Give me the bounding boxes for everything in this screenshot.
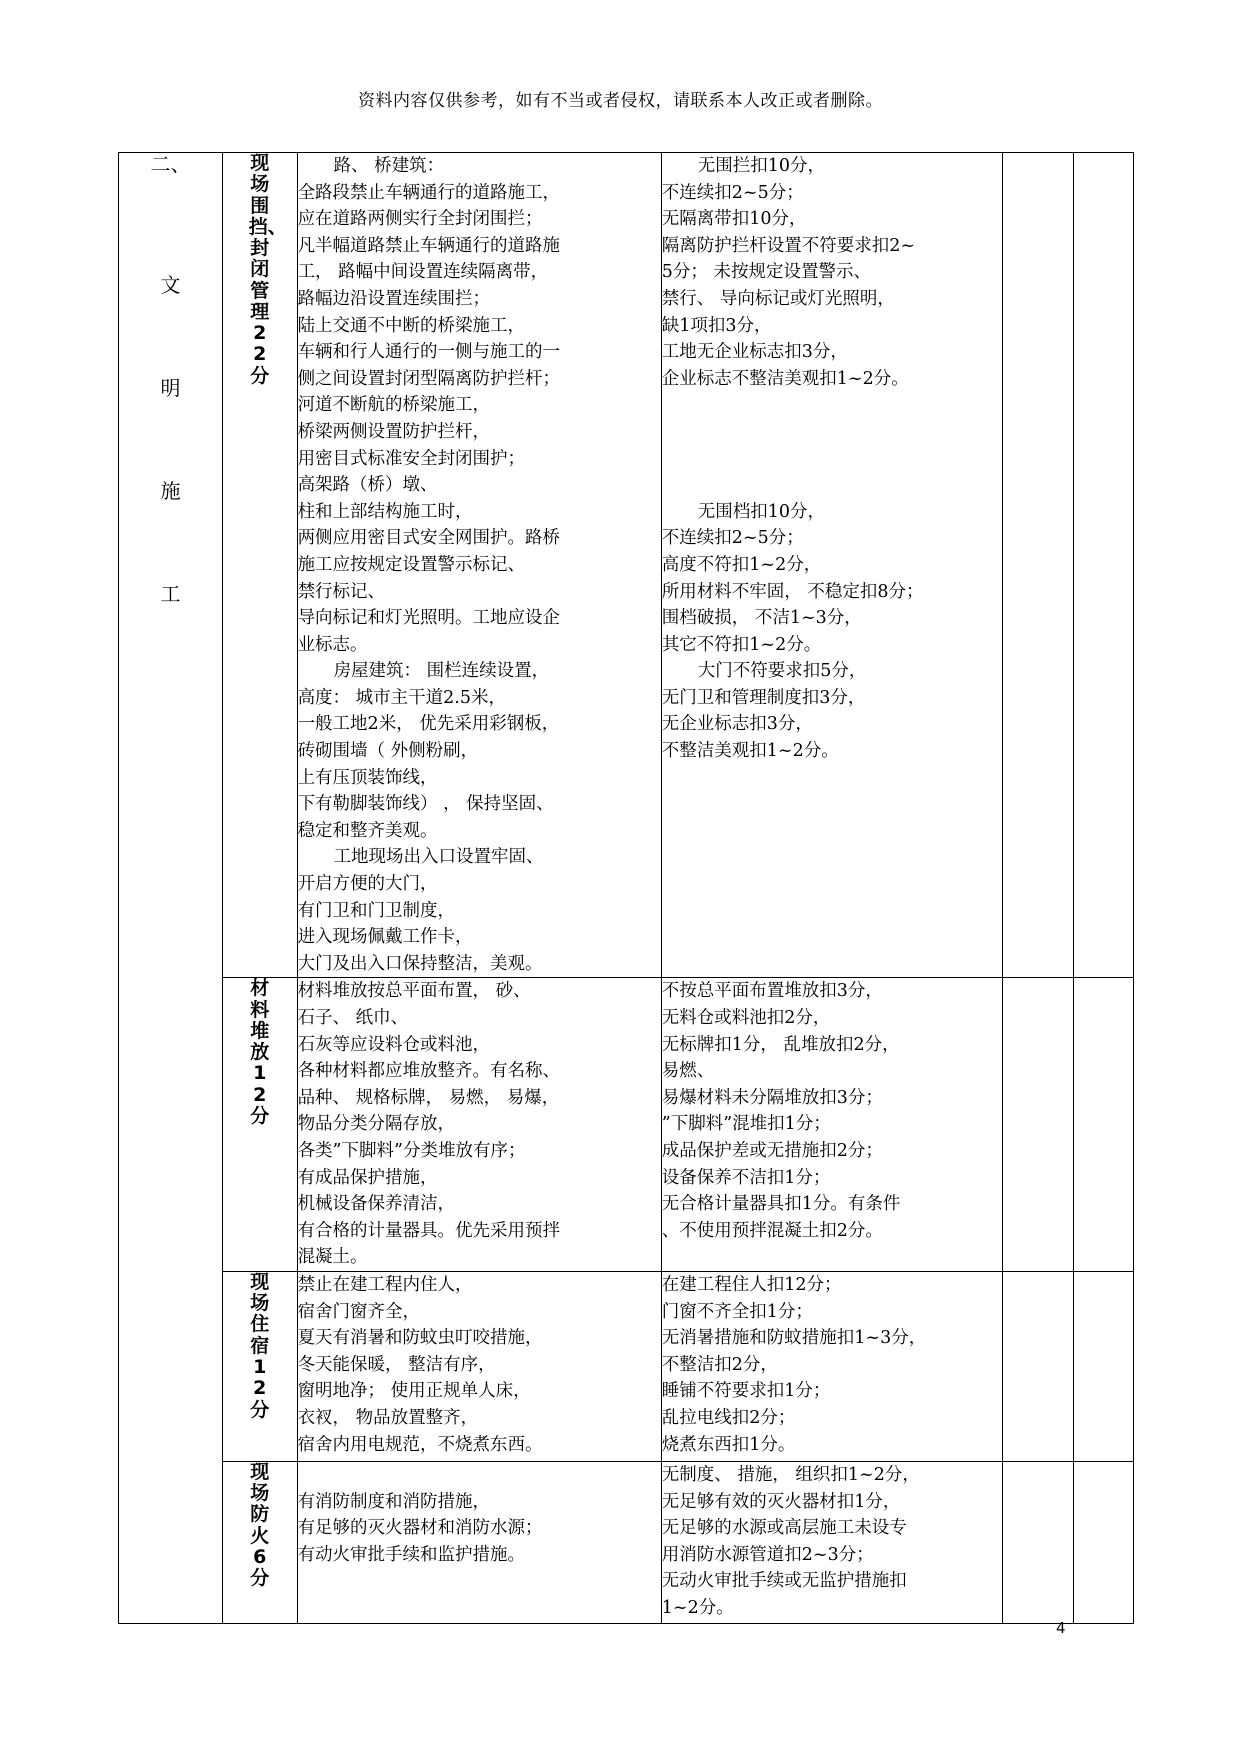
deduction-line: [662, 419, 1002, 446]
requirement-line: 各种材料都应堆放整齐。有名称、: [297, 1061, 561, 1082]
deduction-line: 无动火审批手续或无监护措施扣: [661, 1571, 907, 1592]
requirement-line: 砖砌围墙（ 外侧粉刷，: [297, 741, 479, 762]
requirement-line: 禁止在建工程内住人，: [297, 1274, 473, 1295]
requirement-line: 工地现场出入口设置牢固、: [333, 847, 544, 868]
deduction-line: [662, 392, 1002, 419]
requirement-line: 工， 路幅中间设置连续隔离带，: [297, 262, 549, 283]
table-row: [119, 1271, 1134, 1461]
deduction-line: 无隔离带扣10分，: [661, 209, 807, 230]
deduction-line: 无企业标志扣3分，: [661, 714, 813, 735]
page-number: 4: [1056, 1619, 1066, 1637]
deduction-line: 高度不符扣1~2分，: [661, 554, 822, 575]
deduction-line: 无围档扣10分，: [697, 501, 826, 522]
requirement-line: 禁行标记、: [297, 581, 386, 602]
requirement-line: 导向标记和灯光照明。工地应设企: [297, 608, 561, 629]
score-cell: [1002, 153, 1074, 978]
deduction-line: 1~2分。: [661, 1597, 734, 1618]
requirement-line: [298, 1462, 661, 1489]
deduction-line: 无足够有效的灭火器材扣1分，: [661, 1491, 901, 1512]
requirement-line: 有足够的灭火器材和消防水源；: [297, 1518, 543, 1539]
requirement-line: 衣衩， 物品放置整齐，: [297, 1407, 479, 1428]
section-title-cell: [222, 978, 297, 1272]
section-title: 现场围挡、封闭管理22分: [248, 152, 287, 387]
requirement-line: 石子、 纸巾、: [297, 1008, 409, 1028]
deduction-line: 不整洁扣2分，: [661, 1354, 778, 1375]
deduction-line: 不连续扣2~5分；: [661, 182, 804, 203]
deduction-line: 隔离防护拦杆设置不符要求扣2~: [661, 235, 916, 256]
requirement-line: 车辆和行人通行的一侧与施工的一: [297, 342, 561, 363]
requirement-cell: [297, 1461, 661, 1623]
requirement-line: 宿舍门窗齐全，: [297, 1301, 421, 1322]
header-disclaimer: 资料内容仅供参考，如有不当或者侵权，请联系本人改正或者删除。: [358, 91, 883, 111]
deduction-line: 不整洁美观扣1~2分。: [661, 741, 839, 762]
deduction-line: 5分； 未按规定设置警示、: [661, 262, 871, 283]
requirement-line: 用密目式标准安全封闭围护；: [297, 448, 526, 469]
deduction-line: 无门卫和管理制度扣3分，: [661, 687, 866, 708]
deduction-line: 不按总平面布置堆放扣3分，: [661, 981, 883, 1002]
deduction-line: 成品保护差或无措施扣2分；: [661, 1140, 883, 1161]
requirement-line: 材料堆放按总平面布置， 砂、: [297, 981, 531, 1002]
requirement-cell: [297, 153, 661, 978]
remark-cell: [1074, 153, 1134, 978]
deduction-line: 不连续扣2~5分；: [661, 528, 804, 549]
requirement-cell: [297, 1271, 661, 1461]
deduction-line: 无标牌扣1分， 乱堆放扣2分，: [661, 1034, 900, 1055]
requirement-line: 两侧应用密目式安全网围护。路桥: [297, 528, 561, 549]
requirement-line: 机械设备保养清洁，: [297, 1194, 456, 1215]
deduction-line: 其它不符扣1~2分。: [661, 634, 822, 655]
requirement-line: 房屋建筑： 围栏连续设置，: [333, 661, 550, 682]
requirement-line: 下有勒脚装饰线） ， 保持坚固、: [297, 794, 554, 815]
deduction-line: 用消防水源管道扣2~3分；: [661, 1544, 874, 1565]
deduction-line: 设备保养不洁扣1分；: [661, 1167, 831, 1188]
requirement-line: 有动火审批手续和监护措施。: [297, 1544, 526, 1565]
requirement-line: 桥梁两侧设置防护拦杆，: [297, 421, 491, 442]
requirement-line: 全路段禁止车辆通行的道路施工，: [297, 182, 561, 203]
deduction-line: ”下脚料”混堆扣1分；: [661, 1114, 831, 1135]
deduction-line: 无围拦扣10分，: [697, 156, 826, 176]
deduction-line: 无制度、 措施， 组织扣1~2分，: [661, 1464, 920, 1485]
requirement-line: 各类”下脚料”分类堆放有序；: [297, 1140, 526, 1161]
deduction-cell: [661, 978, 1002, 1272]
scoring-table: [118, 152, 1134, 1624]
deduction-line: 无消暑措施和防蚊措施扣1~3分，: [661, 1328, 927, 1349]
requirement-line: 石灰等应设料仓或料池，: [297, 1034, 491, 1055]
requirement-line: 路、 桥建筑：: [333, 156, 445, 176]
deduction-line: 大门不符要求扣5分，: [697, 661, 867, 682]
section-title-cell: [222, 1271, 297, 1461]
table-row: [119, 978, 1134, 1272]
requirement-line: 路幅边沿设置连续围拦；: [297, 288, 491, 309]
requirement-line: 有成品保护措施，: [297, 1167, 438, 1188]
requirement-line: 有门卫和门卫制度，: [297, 900, 456, 921]
requirement-cell: [297, 978, 661, 1272]
section-title: 材料堆放12分: [250, 977, 270, 1127]
table-row: [119, 153, 1134, 978]
deduction-line: 工地无企业标志扣3分，: [661, 342, 848, 363]
requirement-line: 施工应按规定设置警示标记、: [297, 554, 526, 575]
requirement-line: 冬天能保暖， 整洁有序，: [297, 1354, 496, 1375]
deduction-line: [662, 446, 1002, 473]
requirement-line: 品种、 规格标牌， 易燃， 易爆，: [297, 1087, 560, 1108]
requirement-line: 有合格的计量器具。优先采用预拌: [297, 1220, 561, 1241]
requirement-line: 物品分类分隔存放，: [297, 1114, 456, 1135]
requirement-line: 宿舍内用电规范，不烧煮东西。: [297, 1434, 543, 1455]
deduction-line: 无足够的水源或高层施工未设专: [661, 1518, 907, 1539]
deduction-line: [662, 472, 1002, 499]
remark-cell: [1074, 1271, 1134, 1461]
requirement-line: 开启方便的大门，: [297, 874, 438, 895]
requirement-line: 夏天有消暑和防蚊虫叮咬措施，: [297, 1328, 543, 1349]
section-title: 现场防火6分: [250, 1460, 270, 1590]
requirement-line: 柱和上部结构施工时，: [297, 501, 473, 522]
deduction-line: 乱拉电线扣2分；: [661, 1407, 796, 1428]
requirement-line: 凡半幅道路禁止车辆通行的道路施: [297, 235, 561, 256]
table-row: [119, 1461, 1134, 1623]
remark-cell: [1074, 1461, 1134, 1623]
requirement-line: 窗明地净； 使用正规单人床，: [297, 1381, 531, 1402]
category-cell: [119, 153, 223, 1624]
score-cell: [1002, 978, 1074, 1272]
deduction-line: 无料仓或料池扣2分，: [661, 1008, 831, 1028]
deduction-cell: [661, 1461, 1002, 1623]
section-title-cell: [222, 153, 297, 978]
deduction-line: 无合格计量器具扣1分。有条件: [661, 1194, 901, 1215]
deduction-line: 围档破损， 不洁1~3分，: [661, 608, 862, 629]
deduction-line: 、不使用预拌混凝土扣2分。: [661, 1220, 883, 1241]
remark-cell: [1074, 978, 1134, 1272]
deduction-line: 睡铺不符要求扣1分；: [661, 1381, 831, 1402]
requirement-line: 混凝土。: [297, 1247, 368, 1268]
deduction-line: 在建工程住人扣12分；: [661, 1274, 842, 1295]
deduction-line: 门窗不齐全扣1分；: [661, 1301, 813, 1322]
deduction-line: 所用材料不牢固， 不稳定扣8分；: [661, 581, 924, 602]
deduction-line: 缺1项扣3分，: [661, 315, 772, 336]
requirement-line: 进入现场佩戴工作卡，: [297, 927, 473, 948]
deduction-line: 企业标志不整洁美观扣1~2分。: [661, 368, 909, 389]
requirement-line: 河道不断航的桥梁施工，: [297, 395, 491, 416]
requirement-line: 高架路（桥）墩、: [297, 475, 438, 496]
requirement-line: 侧之间设置封闭型隔离防护拦杆；: [297, 368, 561, 389]
score-cell: [1002, 1461, 1074, 1623]
requirement-line: 稳定和整齐美观。: [297, 820, 438, 841]
section-title-cell: [222, 1461, 297, 1623]
requirement-line: 有消防制度和消防措施，: [297, 1491, 491, 1512]
deduction-cell: [661, 153, 1002, 978]
requirement-line: 应在道路两侧实行全封闭围拦；: [297, 209, 543, 230]
score-cell: [1002, 1271, 1074, 1461]
requirement-line: 大门及出入口保持整洁，美观。: [297, 953, 543, 974]
requirement-line: 上有压顶装饰线，: [297, 767, 438, 788]
deduction-line: 烧煮东西扣1分。: [661, 1434, 796, 1455]
requirement-line: 高度： 城市主干道2.5米，: [297, 687, 506, 708]
deduction-cell: [661, 1271, 1002, 1461]
requirement-line: 陆上交通不中断的桥梁施工，: [297, 315, 526, 336]
requirement-line: 业标志。: [297, 634, 368, 655]
category-label: 二、 文 明 施 工: [150, 152, 191, 606]
requirement-line: 一般工地2米， 优先采用彩钢板，: [297, 714, 560, 735]
deduction-line: 禁行、 导向标记或灯光照明，: [661, 288, 895, 309]
deduction-line: 易爆材料未分隔堆放扣3分；: [661, 1087, 883, 1108]
deduction-line: 易燃、: [661, 1061, 715, 1082]
section-title: 现场住宿12分: [250, 1270, 270, 1421]
